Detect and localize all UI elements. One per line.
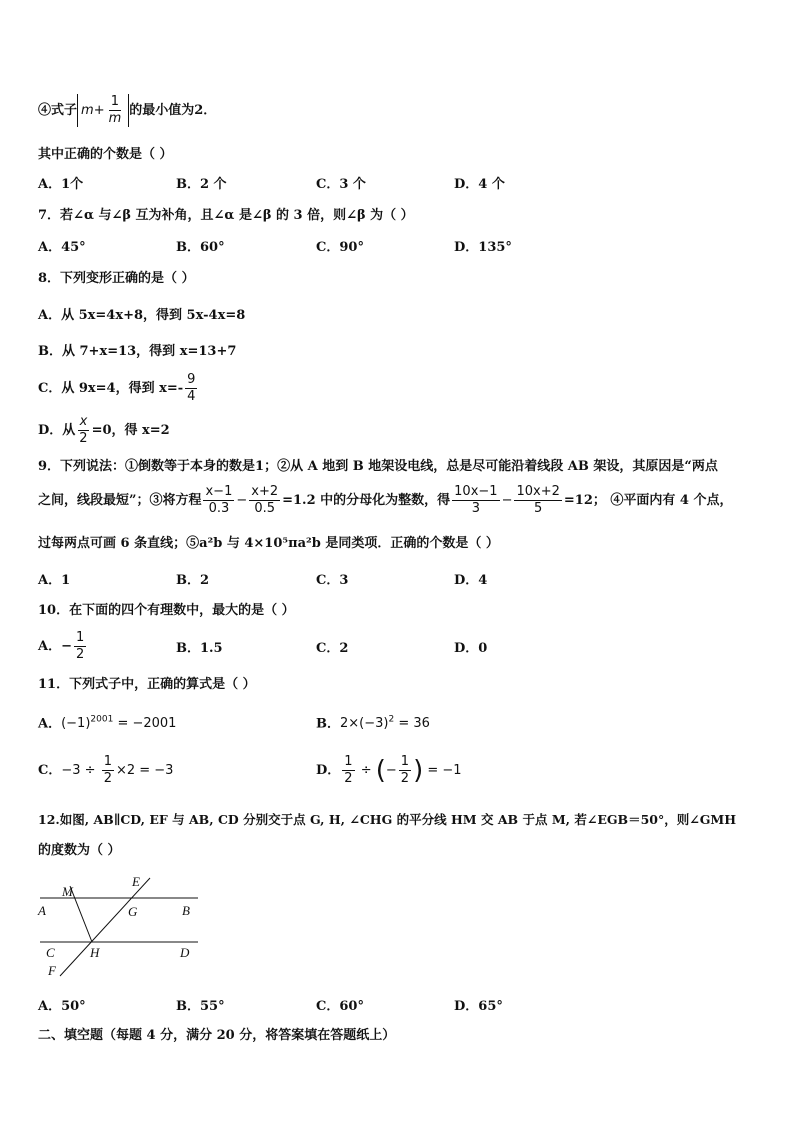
- q7-option-c: C．90°: [316, 240, 364, 255]
- question-12-line-2: 的度数为（ ）: [38, 843, 121, 858]
- q10-option-c: C．2: [316, 641, 349, 656]
- q11-option-c: C．−3 ÷ $\frac{1}{2}$ ×2 = −3: [38, 754, 174, 786]
- option-a: A．1个: [38, 177, 84, 192]
- question-9-line-3: 过每两点可画 6 条直线；⑤a²b 与 4×10⁵πa²b 是同类项．正确的个数是（ ）: [38, 536, 499, 551]
- q11-option-a: A．$(-1)^{2001} = -2001$: [38, 715, 177, 732]
- q10-option-a: A．− $\frac{1}{2}$: [38, 630, 85, 662]
- option-c: C．3 个: [316, 177, 366, 192]
- label-d: D: [180, 945, 190, 960]
- q10-option-d: D．0: [454, 641, 488, 656]
- geometry-figure: [30, 868, 210, 983]
- q8-option-b: B．从 7+x=13，得到 x=13+7: [38, 344, 237, 359]
- q8-option-d: D．从 $\frac{x}{2}$ =0，得 x=2: [38, 414, 170, 446]
- question-9-line-2: 之间，线段最短”；③将方程 $\frac{x-1}{0.3}$ − $\frac{x+2}{0.5}$ =1.2 中的分母化为整数，得 $\frac{10x-1}{3}$ − $\frac{10x+2}{5}$ =12； ④平面内有 4 个点，: [38, 484, 733, 516]
- q11-option-d: D． $\frac{1}{2}$ ÷ (− $\frac{1}{2}$ ) = −1: [316, 754, 462, 786]
- option-b: B．2 个: [176, 177, 227, 192]
- q8-option-a: A．从 5x=4x+8，得到 5x-4x=8: [38, 308, 246, 323]
- label-c: C: [46, 945, 55, 960]
- question-9-line-1: 9．下列说法：①倒数等于本身的数是1；②从 A 地到 B 地架设电线，总是尽可能沿着线段 AB 架设，其原因是“两点: [38, 459, 718, 474]
- q12-option-c: C．60°: [316, 999, 364, 1014]
- label-g: G: [128, 904, 138, 919]
- q10-option-b: B．1.5: [176, 641, 223, 656]
- line-ef: [60, 878, 150, 976]
- abs-expression: m+ $\frac{1}{m}$: [77, 94, 129, 127]
- question-7: 7．若∠α 与∠β 互为补角，且∠α 是∠β 的 3 倍，则∠β 为（ ）: [38, 208, 414, 223]
- question-10: 10．在下面的四个有理数中，最大的是（ ）: [38, 603, 295, 618]
- item-4: ④式子 m+ $\frac{1}{m}$ 的最小值为2．: [38, 94, 217, 126]
- question-12-line-1: 12.如图, AB∥CD, EF 与 AB, CD 分别交于点 G, H, ∠CHG 的平分线 HM 交 AB 于点 M, 若∠EGB＝50°，则∠GMH: [38, 812, 737, 827]
- label-m: M: [62, 884, 73, 899]
- line-hm: [70, 886, 92, 942]
- q9-option-c: C．3: [316, 573, 349, 588]
- q9-option-d: D．4: [454, 573, 488, 588]
- q11-option-b: B．$2\times(-3)^2 = 36$: [316, 715, 430, 732]
- q12-option-d: D．65°: [454, 999, 503, 1014]
- q9-option-b: B．2: [176, 573, 210, 588]
- label-h: H: [90, 945, 100, 960]
- label-f: F: [48, 963, 56, 978]
- q7-option-b: B．60°: [176, 240, 225, 255]
- label-e: E: [132, 874, 140, 889]
- label-a: A: [38, 903, 46, 918]
- q7-option-d: D．135°: [454, 240, 512, 255]
- label-b: B: [182, 903, 190, 918]
- q7-option-a: A．45°: [38, 240, 86, 255]
- question-count: 其中正确的个数是（ ）: [38, 147, 173, 162]
- section-2-heading: 二、填空题（每题 4 分，满分 20 分，将答案填在答题纸上）: [38, 1028, 396, 1043]
- q12-option-b: B．55°: [176, 999, 225, 1014]
- option-d: D．4 个: [454, 177, 505, 192]
- q12-option-a: A．50°: [38, 999, 86, 1014]
- q8-option-c: C．从 9x=4，得到 x=- $\frac{9}{4}$: [38, 372, 196, 404]
- q9-option-a: A．1: [38, 573, 71, 588]
- question-11: 11．下列式子中，正确的算式是（ ）: [38, 677, 256, 692]
- question-8: 8．下列变形正确的是（ ）: [38, 271, 195, 286]
